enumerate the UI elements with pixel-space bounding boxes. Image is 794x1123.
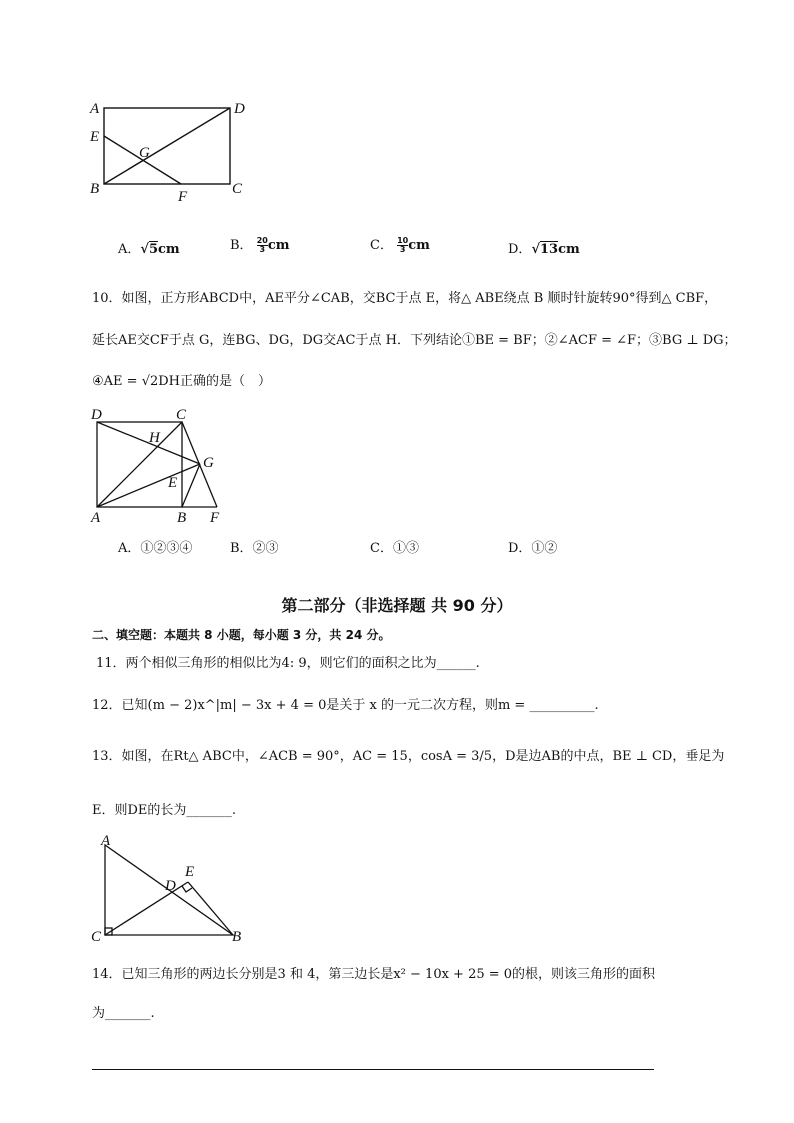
q13-text-line-1: 13．如图，在Rt△ ABC中，∠ACB = 90°，AC = 15，cosA = 3/5，D是边AB的中点，BE ⊥ CD，垂足为	[92, 749, 725, 764]
figure-right-triangle-abc	[85, 832, 255, 952]
label-g: G	[139, 145, 150, 161]
footer-divider	[92, 1069, 654, 1070]
label-b: B	[177, 510, 187, 526]
label-a: A	[101, 833, 111, 849]
label-e: E	[168, 475, 178, 491]
q9-option-d: D．√13cm	[508, 242, 580, 257]
label-d: D	[234, 101, 245, 117]
figure-rectangle-abcd	[85, 95, 265, 210]
q10-text-line-1: 10．如图，正方形ABCD中，AE平分∠CAB，交BC于点 E，将△ ABE绕点 B 顺时针旋转90°得到△ CBF，	[92, 291, 718, 306]
label-a: A	[90, 101, 100, 117]
q10-option-c: C．①③	[370, 541, 419, 556]
section-subtitle: 二、填空题：本题共 8 小题，每小题 3 分，共 24 分。	[92, 628, 391, 642]
label-c: C	[91, 929, 102, 945]
label-b: B	[90, 181, 100, 197]
label-f: F	[178, 189, 188, 205]
q10-option-d: D．①②	[508, 541, 558, 556]
q10-text-line-2: 延长AE交CF于点 G，连BG、DG，DG交AC于点 H．下列结论①BE = BF；②∠ACF = ∠F；③BG ⊥ DG；	[92, 333, 737, 348]
q12-text: 12．已知(m − 2)x^|m| − 3x + 4 = 0是关于 x 的一元二次方程，则m = __________.	[92, 698, 599, 713]
figure-square-abcd	[85, 402, 235, 527]
label-e: E	[185, 864, 195, 880]
label-c: C	[176, 407, 187, 423]
diagonal-bd	[104, 108, 230, 184]
label-c: C	[232, 181, 243, 197]
q9-option-b: B． $\frac{20}{3}$ cm	[230, 236, 290, 254]
label-a: A	[91, 510, 101, 526]
label-d: D	[91, 407, 102, 423]
right-angle-mark-e	[182, 886, 192, 892]
q10-text-line-3: ④AE = √2DH正确的是（ ）	[92, 374, 272, 389]
label-d: D	[165, 878, 176, 894]
q11-text: 11．两个相似三角形的相似比为4: 9，则它们的面积之比为______.	[96, 656, 480, 671]
q13-text-line-2: E．则DE的长为_______.	[92, 803, 237, 818]
label-f: F	[210, 510, 220, 526]
q9-option-a: A．√5cm	[118, 242, 180, 257]
label-b: B	[232, 929, 242, 945]
q14-text-line-1: 14．已知三角形的两边长分别是3 和 4，第三边长是x² − 10x + 25 = 0的根，则该三角形的面积	[92, 967, 656, 982]
q14-text-line-2: 为_______.	[92, 1006, 155, 1021]
label-g: G	[203, 455, 214, 471]
section-title: 第二部分（非选择题 共 90 分）	[281, 596, 513, 615]
diagonal-ac	[97, 422, 182, 507]
q10-option-b: B．②③	[230, 541, 279, 556]
q9-option-c: C． $\frac{10}{3}$ cm	[370, 236, 430, 254]
q10-option-a: A．①②③④	[118, 541, 193, 556]
label-e: E	[90, 129, 100, 145]
label-h: H	[149, 430, 160, 446]
